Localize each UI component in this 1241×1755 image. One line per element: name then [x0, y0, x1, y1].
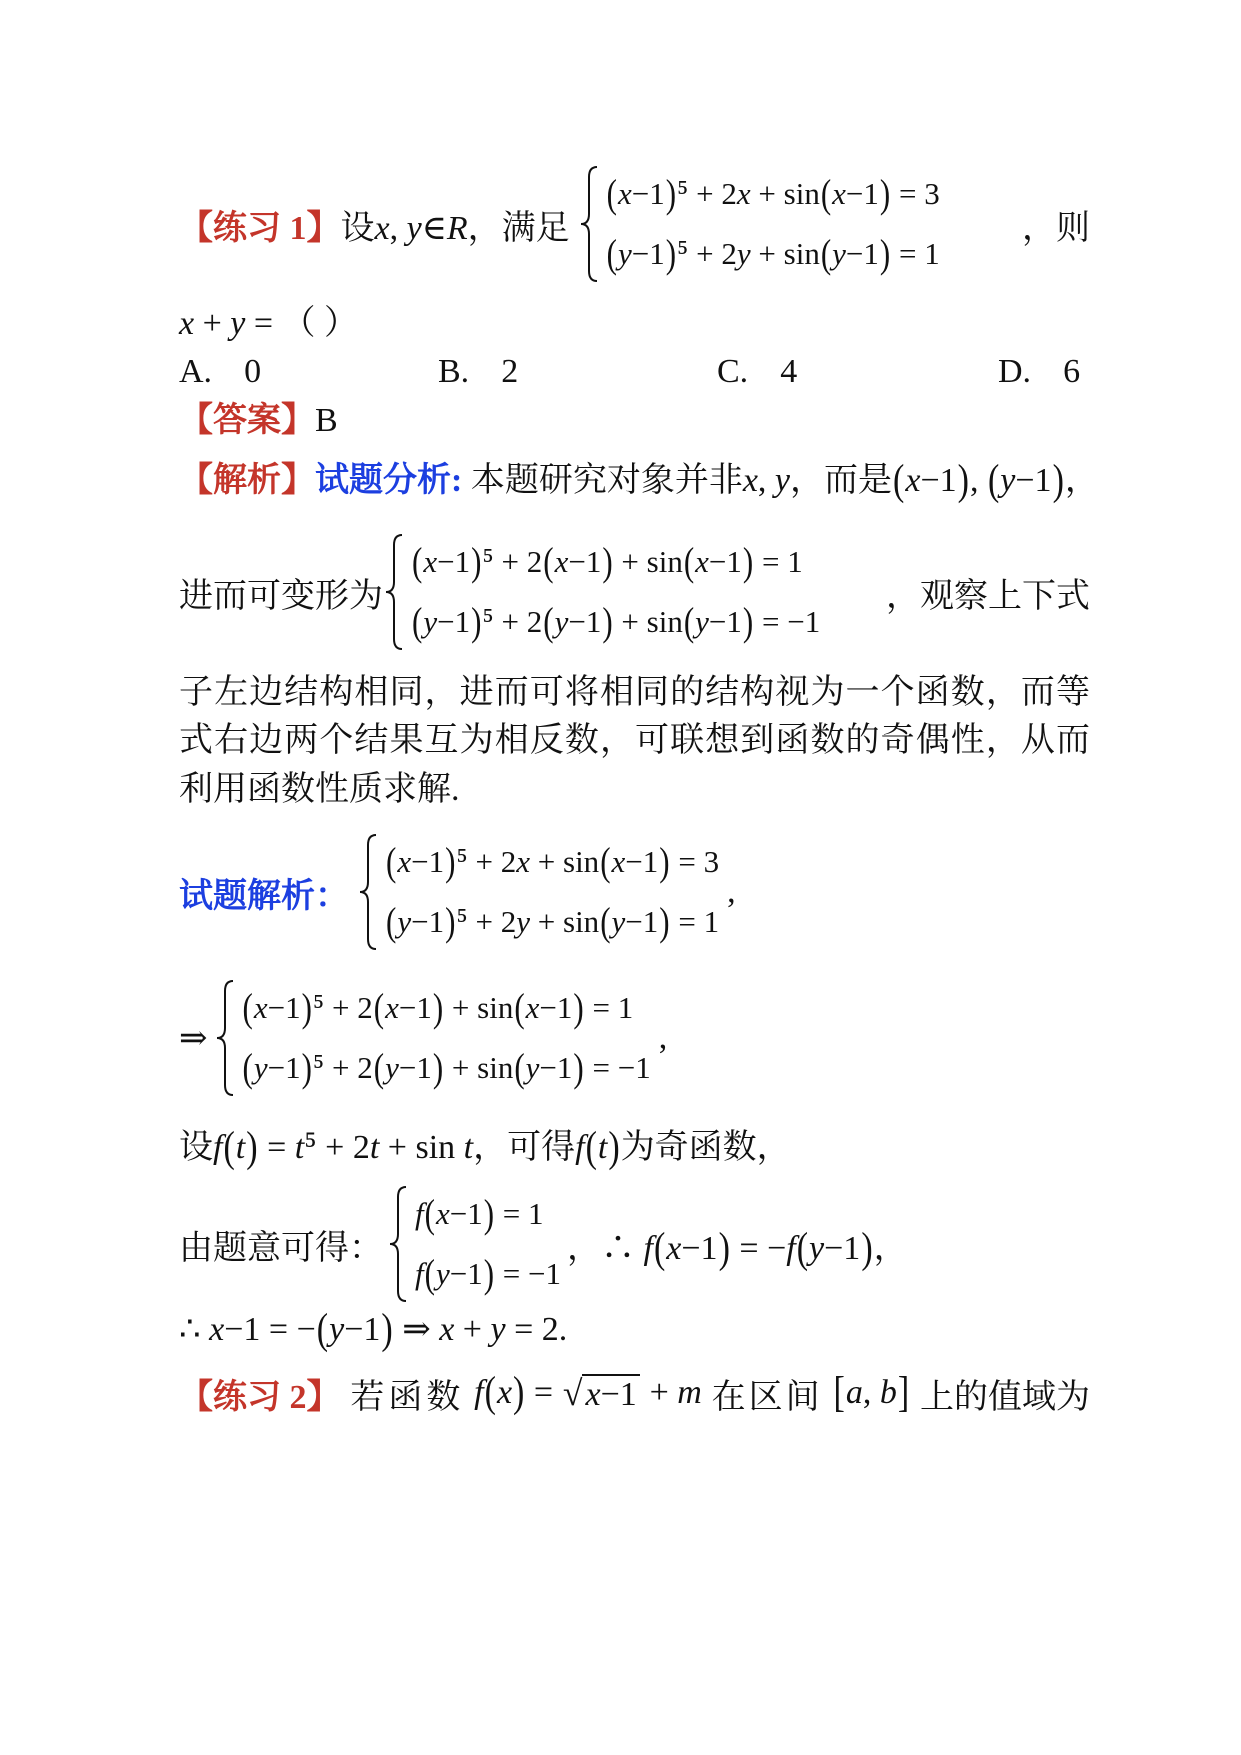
exercise2-interval: [a, b]	[833, 1368, 910, 1417]
option-label: D.	[998, 353, 1032, 390]
left-brace-icon	[578, 164, 600, 284]
left-brace-icon	[214, 978, 236, 1098]
exercise2-label: 【练习 2】	[179, 1378, 341, 1416]
exercise1-stem	[179, 160, 1090, 288]
solution-equation-system-1	[357, 832, 719, 952]
equation-2: f(y−1) = −1	[415, 1250, 561, 1296]
option-c	[717, 350, 797, 394]
radicand: x−1	[582, 1374, 639, 1414]
square-root	[563, 1372, 640, 1414]
analysis-paragraph-line: 式右边两个结果互为相反数，可联想到函数的奇偶性，从而	[179, 722, 1090, 759]
equation-1: (x−1)⁵ + 2(x−1) + sin(x−1) = 1	[412, 538, 803, 584]
left-brace-icon	[383, 532, 405, 652]
conclusion-line: ∴ x−1 = −(y−1) ⇒ x + y = 2.	[179, 1305, 568, 1354]
transform-prefix: 进而可变形为	[179, 577, 383, 615]
transform-line	[179, 528, 1090, 656]
equation-list	[379, 832, 719, 952]
option-value: 4	[780, 353, 798, 390]
exercise1-question: x + y = （ ）	[179, 305, 359, 342]
option-b	[438, 350, 518, 394]
exercise2-plus-m: + m	[649, 1374, 702, 1411]
equation-1: (x−1)⁵ + 2x + sin(x−1) = 3	[386, 838, 720, 884]
solution-suffix-1: ,	[727, 873, 736, 910]
analysis-paragraph-line: 子左边结构相同，进而可将相同的结构视为一个函数，而等	[179, 674, 1090, 711]
equation-list	[600, 164, 940, 284]
solution-equation-system-2	[214, 978, 651, 1098]
option-d	[998, 350, 1080, 394]
equation-2: (y−1)⁵ + 2(y−1) + sin(y−1) = −1	[412, 598, 821, 644]
analysis-paragraph-line: 利用函数性质求解.	[179, 771, 460, 808]
transform-suffix: ，观察上下式	[886, 577, 1090, 615]
equation-list	[409, 1184, 561, 1304]
exercise1-equation-system	[578, 164, 940, 284]
equation-list	[236, 978, 651, 1098]
exercise1-label: 【练习 1】	[179, 209, 341, 247]
equation-1: (x−1)⁵ + 2x + sin(x−1) = 3	[606, 170, 940, 216]
exercise1-options	[179, 350, 1090, 394]
equation-1: (x−1)⁵ + 2(x−1) + sin(x−1) = 1	[242, 984, 634, 1030]
option-label: C.	[717, 353, 749, 390]
option-value: 6	[1063, 353, 1081, 390]
equation-list	[405, 532, 820, 652]
implies-symbol: ⇒	[179, 1020, 208, 1057]
analysis-text: 本题研究对象并非x, y，而是(x−1), (y−1)，	[462, 456, 1099, 505]
option-a	[179, 350, 261, 394]
answer-label: 【答案】	[179, 402, 315, 439]
deduction-equation-system	[387, 1184, 561, 1304]
option-label: B.	[438, 353, 470, 390]
solution-suffix-2: ,	[658, 1019, 668, 1056]
equation-1: f(x−1) = 1	[415, 1190, 544, 1236]
exercise2-text-1: 若函数	[350, 1378, 465, 1416]
analysis-heading: 试题分析:	[315, 462, 463, 499]
transform-equation-system	[383, 532, 820, 652]
radical-sign: √	[562, 1373, 583, 1413]
analysis-label: 【解析】	[179, 462, 315, 499]
exercise2-stem	[179, 1368, 1090, 1418]
equation-2: (y−1)⁵ + 2y + sin(y−1) = 1	[606, 230, 940, 276]
deduction-suffix: ，∴ f(x−1) = −f(y−1)，	[567, 1224, 908, 1272]
left-brace-icon	[357, 832, 379, 952]
solution-heading: 试题解析：	[179, 877, 349, 915]
analysis-line-1	[179, 456, 1099, 505]
exercise2-text-2: 在区间	[711, 1378, 823, 1416]
option-value: 0	[244, 353, 262, 390]
define-function-line: 设f(t) = t⁵ + 2t + sin t，可得f(t)为奇函数，	[179, 1123, 791, 1172]
option-label: A.	[179, 353, 213, 390]
solution-line-2	[179, 976, 1090, 1100]
exercise1-stem-suffix: ，则	[1022, 209, 1090, 247]
answer-value: B	[315, 402, 338, 439]
answer-line	[179, 399, 1090, 443]
exercise2-text-3: 上的值域为	[919, 1378, 1090, 1416]
left-brace-icon	[387, 1184, 409, 1304]
deduction-line	[179, 1190, 1090, 1298]
exercise2-function: f(x) =	[474, 1368, 554, 1417]
equation-2: (y−1)⁵ + 2(y−1) + sin(y−1) = −1	[242, 1044, 651, 1090]
solution-line-1	[179, 830, 1090, 954]
exercise1-stem-prefix: 设x, y∈R，满足	[340, 209, 570, 247]
equation-2: (y−1)⁵ + 2y + sin(y−1) = 1	[386, 898, 720, 944]
option-value: 2	[501, 353, 519, 390]
deduction-prefix: 由题意可得：	[179, 1229, 383, 1267]
